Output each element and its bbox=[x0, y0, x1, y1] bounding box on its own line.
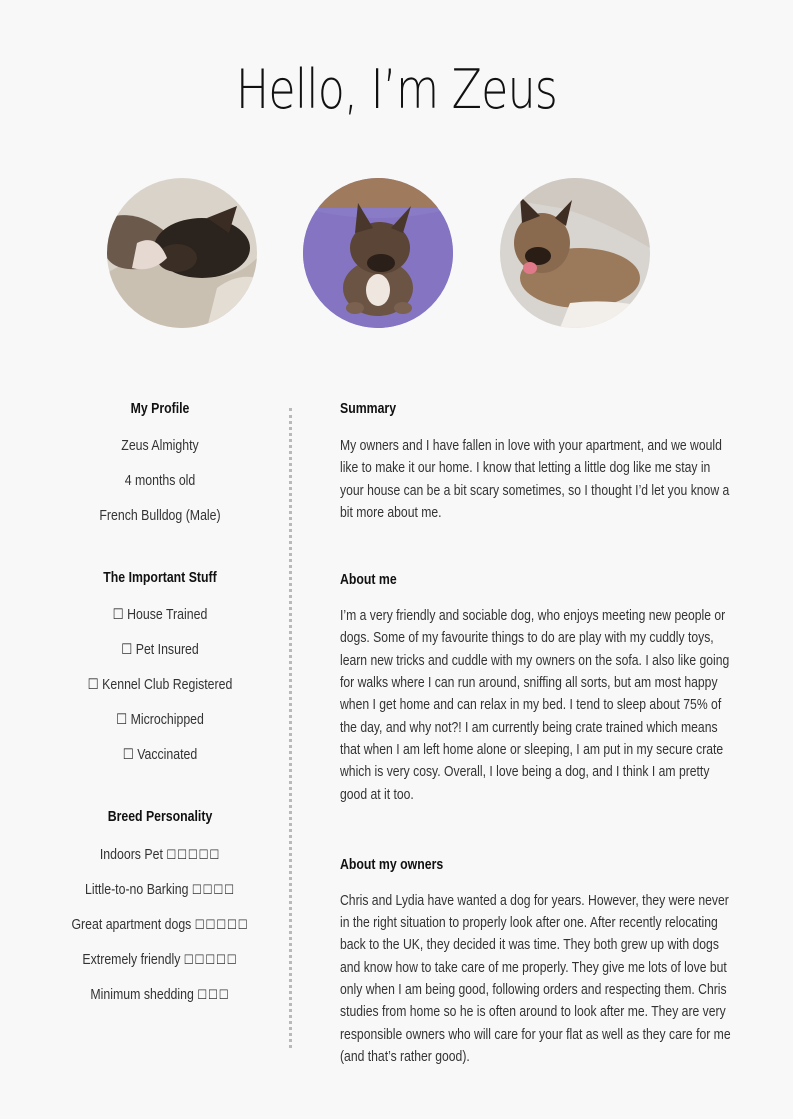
checklist-item: ☐ House Trained bbox=[112, 607, 208, 623]
about-owners-heading: About my owners bbox=[340, 855, 444, 873]
profile-item: Zeus Almighty bbox=[121, 438, 199, 454]
profile-heading: My Profile bbox=[130, 400, 190, 417]
rating-icons: ☐☐☐☐☐ bbox=[194, 917, 249, 932]
dotted-divider bbox=[289, 408, 292, 1048]
checklist-item: ☐ Kennel Club Registered bbox=[87, 677, 233, 693]
important-heading: The Important Stuff bbox=[103, 569, 217, 586]
summary-heading: Summary bbox=[340, 400, 397, 417]
important-list bbox=[50, 598, 270, 773]
breed-label: Minimum shedding bbox=[90, 987, 194, 1003]
profile-item: 4 months old bbox=[124, 473, 196, 489]
profile-list bbox=[50, 429, 270, 534]
about-me-heading: About me bbox=[340, 571, 397, 589]
breed-label: Indoors Pet bbox=[99, 847, 163, 863]
rating-icons: ☐☐☐☐☐ bbox=[183, 952, 238, 967]
summary-text: My owners and I have fallen in love with your apartment, and we would like to make it our home. I know that letting a little dog like me stay in your house can be a bit scary sometimes, so I thought I’d let you know a bit more about me. bbox=[340, 438, 730, 521]
checklist-item: ☐ Pet Insured bbox=[121, 642, 199, 658]
breed-item bbox=[67, 942, 254, 977]
right-column bbox=[340, 400, 735, 1068]
breed-heading: Breed Personality bbox=[107, 808, 213, 825]
breed-label: Little-to-no Barking bbox=[85, 882, 189, 898]
about-me-text: I’m a very friendly and sociable dog, who enjoys meeting new people or dogs. Some of my favourite things to do are play with my cuddly toys, learn new tricks and cuddle with my owners on the sofa. I also like going for walks where I can run around, sniffing all sorts, but am most happy when I get home and can relax in my bed. I tend to sleep about 75% of the day, and why not?! I am currently being crate trained which means that when I am left home alone or sleeping, I am put in my secure crate which is very cosy. Overall, I love being a dog, and I think I am pretty good at it too. bbox=[340, 608, 730, 803]
left-column bbox=[50, 400, 270, 1012]
breed-item bbox=[67, 837, 254, 872]
breed-label: Extremely friendly bbox=[82, 952, 181, 968]
rating-icons: ☐☐☐ bbox=[197, 987, 230, 1002]
breed-list bbox=[50, 837, 270, 1012]
breed-item bbox=[67, 907, 254, 942]
dog-photo-sleeping bbox=[107, 178, 257, 328]
profile-item: French Bulldog (Male) bbox=[99, 508, 221, 524]
dog-photo-bedding bbox=[500, 178, 650, 328]
breed-item bbox=[67, 977, 254, 1012]
checklist-item: ☐ Microchipped bbox=[116, 712, 204, 728]
rating-icons: ☐☐☐☐ bbox=[191, 882, 235, 897]
about-owners-text: Chris and Lydia have wanted a dog for years. However, they were never in the right situation to properly look after one. After recently relocating back to the UK, they decided it was time. They both grew up with dogs and know how to take care of me properly. They give me lots of love but only when I am being good, following orders and respecting them. Chris studies from home so he is often around to look after me. They are very responsible owners who will care for your flat as well as they care for me (and that’s rather good). bbox=[340, 892, 731, 1065]
breed-item bbox=[67, 872, 254, 907]
page-title: Hello, I’m Zeus bbox=[235, 58, 558, 121]
dog-photo-cushion bbox=[303, 178, 453, 328]
rating-icons: ☐☐☐☐☐ bbox=[166, 847, 221, 862]
photo-row bbox=[0, 178, 793, 330]
breed-label: Great apartment dogs bbox=[71, 917, 192, 933]
checklist-item: ☐ Vaccinated bbox=[122, 747, 198, 763]
